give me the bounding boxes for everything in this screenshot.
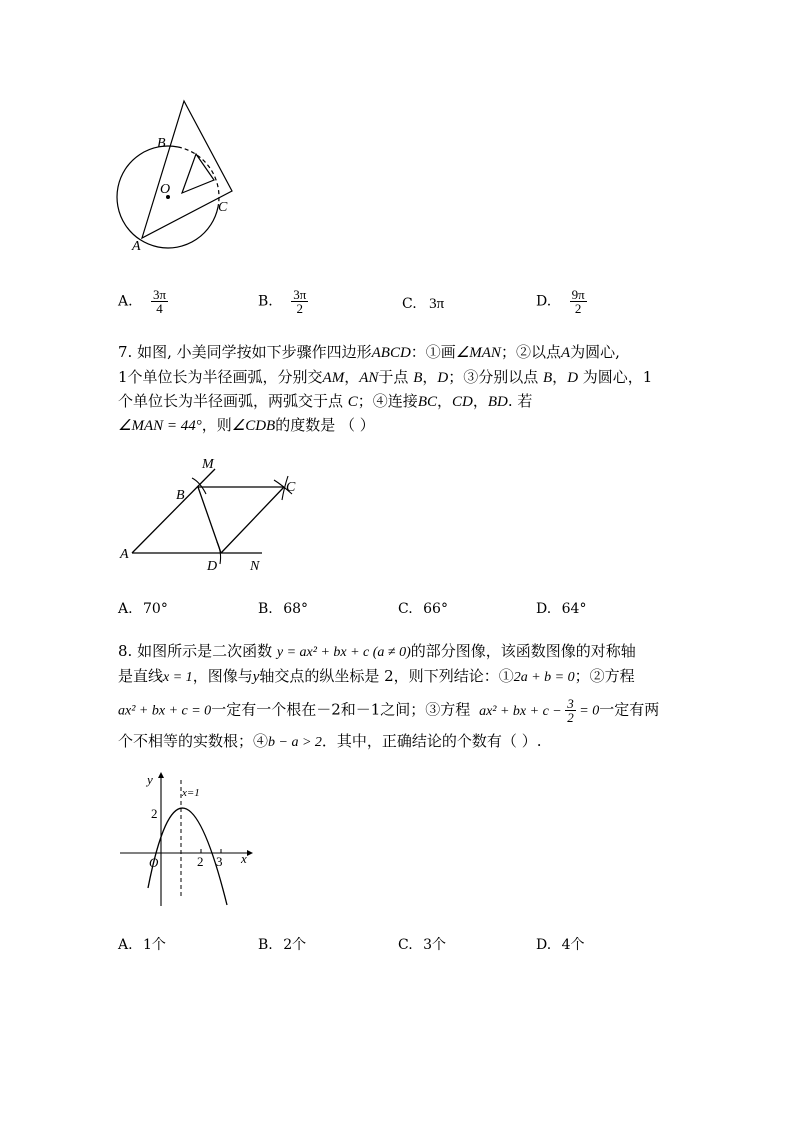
label-x: x — [241, 851, 247, 866]
label-origin: O — [149, 855, 159, 870]
q8-option-a[interactable]: A. 1个 — [118, 937, 166, 953]
label-n: N — [250, 559, 260, 574]
q8-line-1: 8. 如图所示是二次函数 y = ax² + bx + c (a ≠ 0)的部分图像，该函数图像的对称轴 — [118, 642, 636, 660]
fraction: $\frac{3\pi}{4}$ — [153, 287, 167, 316]
rhombus-construction-figure — [112, 452, 312, 577]
q6-option-b[interactable]: B. $\frac{3\pi}{2}$ — [258, 287, 307, 316]
q6-option-d[interactable]: D. $\frac{9\pi}{2}$ — [536, 287, 585, 316]
label-x-2: 2 — [197, 854, 204, 869]
label-a: A — [132, 239, 141, 254]
label-y-2: 2 — [151, 806, 158, 821]
q7-option-c[interactable]: C. 66° — [398, 601, 448, 617]
label-x-3: 3 — [216, 854, 223, 869]
q6-option-c[interactable]: C. 3π — [402, 296, 445, 312]
q7-option-a[interactable]: A. 70° — [118, 601, 168, 617]
label-c: C — [218, 200, 228, 215]
q7-line-4: ∠MAN = 44°，则∠CDB的度数是 （ ） — [118, 416, 375, 434]
q7-line-1: 7. 如图, 小美同学按如下步骤作四边形ABCD：①画∠MAN；②以点A为圆心, — [118, 343, 620, 361]
fraction: $\frac{9\pi}{2}$ — [571, 287, 585, 316]
circle-triangle-figure — [110, 95, 250, 260]
triangle-ruler-outer — [142, 101, 232, 238]
label-m: M — [202, 457, 214, 472]
fraction: $\frac{3}{2}$ — [567, 696, 574, 725]
parabola-graph — [115, 770, 255, 910]
triangle-ruler-inner — [182, 154, 214, 193]
label-d: D — [207, 559, 218, 574]
label-y: y — [147, 772, 153, 787]
q8-option-b[interactable]: B. 2个 — [258, 937, 307, 953]
q8-line-2: 是直线x = 1，图像与y轴交点的纵坐标是 2，则下列结论：①2a + b = 0；②方程 — [118, 667, 635, 685]
label-b: B — [176, 488, 185, 503]
label-x-eq-1: x=1 — [182, 787, 200, 799]
segment-cd — [221, 487, 284, 553]
q7-option-b[interactable]: B. 68° — [258, 601, 309, 617]
q7-line-3: 个单位长为半径画弧，两弧交于点 C；④连接BC，CD，BD. 若 — [118, 392, 533, 410]
label-c: C — [286, 480, 296, 495]
q7-line-2: 1个单位长为半径画弧，分别交AM，AN于点 B，D；③分别以点 B，D 为圆心，1 — [118, 368, 653, 386]
q8-line-3: ax² + bx + c = 0一定有一个根在－2和－1之间；③方程 ax² + bx + c − $\frac{3}{2}$ = 0一定有两 — [118, 696, 660, 725]
q8-line-4: 个不相等的实数根；④b − a > 2．其中，正确结论的个数有（ ）. — [118, 732, 542, 750]
label-o: O — [160, 182, 171, 197]
ray-am — [132, 469, 215, 553]
label-b: B — [157, 136, 166, 151]
label-a: A — [120, 547, 129, 562]
q7-option-d[interactable]: D. 64° — [536, 601, 587, 617]
fraction: $\frac{3\pi}{2}$ — [293, 287, 307, 316]
q8-option-c[interactable]: C. 3个 — [398, 937, 447, 953]
q6-option-a[interactable]: A. $\frac{3\pi}{4}$ — [118, 287, 167, 316]
y-axis-arrow — [158, 772, 164, 778]
q8-option-d[interactable]: D. 4个 — [536, 937, 585, 953]
x-axis-arrow — [247, 850, 253, 856]
